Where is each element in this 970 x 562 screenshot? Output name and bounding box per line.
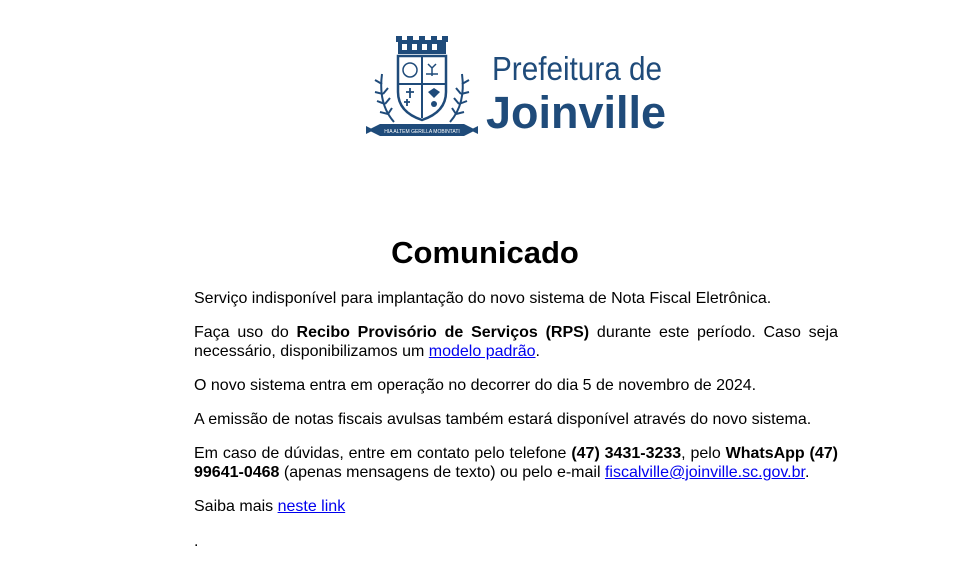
rps-text-middle: durante este período. Caso seja necessário, disponibilizamos um — [194, 324, 838, 360]
joinville-coat-of-arms-icon — [366, 34, 670, 142]
modelo-padrao-link[interactable]: modelo padrão — [428, 343, 536, 360]
page-title: Comunicado — [391, 235, 579, 270]
contact-text-after: . — [804, 464, 810, 481]
rps-bold-term: Recibo Provisório de Serviços (RPS) — [296, 324, 590, 341]
contact-text-middle2: (apenas mensagens de texto) ou pelo e-mail — [279, 464, 605, 481]
logo-motto: HIA ALTEM GERILLA MOBINTATI — [384, 129, 460, 135]
rps-text-after: . — [535, 343, 540, 360]
contact-whatsapp: WhatsApp (47) 99641-0468 — [194, 445, 839, 481]
contact-text-middle: , pelo — [681, 445, 726, 462]
trailing-dot: . — [194, 533, 199, 550]
notice-paragraph-start-date: O novo sistema entra em operação no decorrer do dia 5 de novembro de 2024. — [194, 377, 757, 394]
rps-text-before: Faça uso do — [194, 324, 297, 341]
contact-phone: (47) 3431-3233 — [571, 445, 682, 462]
notice-body — [194, 289, 838, 531]
notice-paragraph-avulsas: A emissão de notas fiscais avulsas também estará disponível através do novo sistema. — [194, 411, 812, 428]
more-info-text: Saiba mais — [194, 498, 278, 515]
logo-line1: Prefeitura de — [492, 50, 662, 87]
notice-paragraph-more-info — [194, 497, 838, 516]
contact-text-before: Em caso de dúvidas, entre em contato pelo telefone — [194, 445, 572, 462]
notice-paragraph-unavailable: Serviço indisponível para implantação do novo sistema de Nota Fiscal Eletrônica. — [194, 290, 772, 307]
notice-paragraph-contact — [194, 444, 838, 482]
neste-link-link[interactable]: neste link — [277, 498, 346, 515]
notice-paragraph-rps — [194, 323, 838, 361]
logo-line2: Joinville — [486, 87, 666, 138]
prefeitura-logo — [366, 34, 670, 142]
email-link[interactable]: fiscalville@joinville.sc.gov.br — [604, 464, 805, 481]
